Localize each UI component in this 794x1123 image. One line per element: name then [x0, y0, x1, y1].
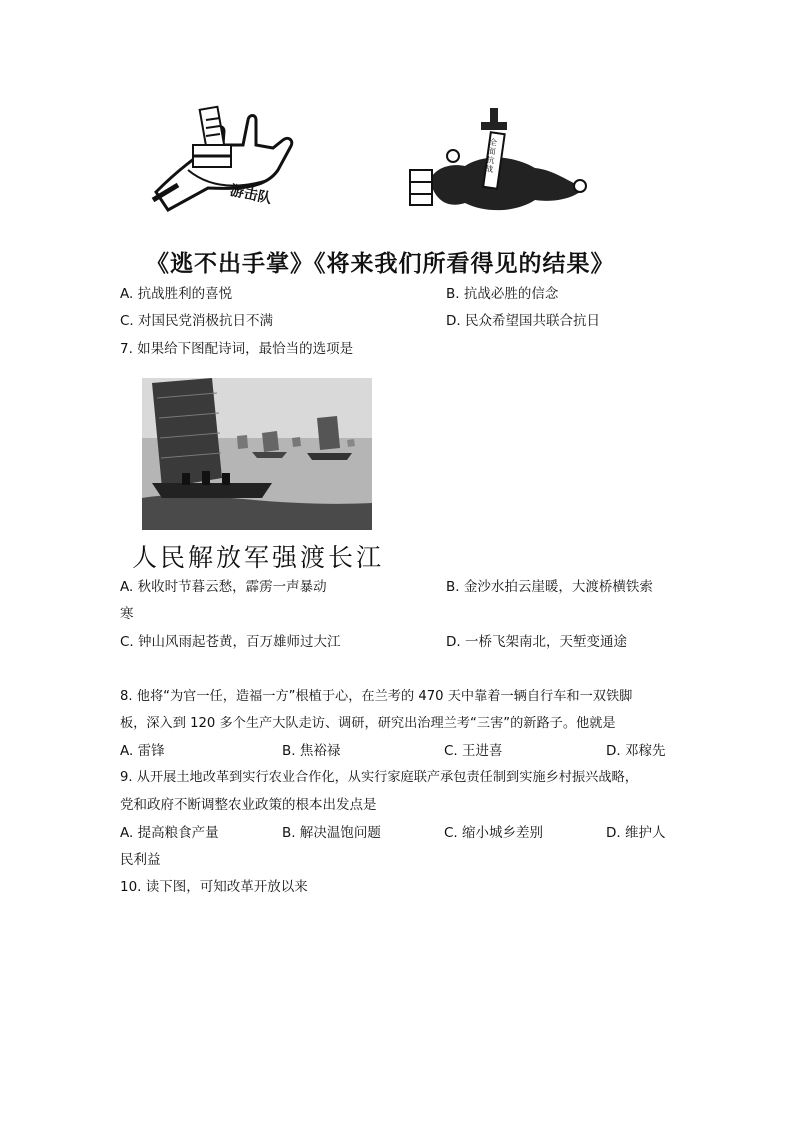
q7-option-a-cont: 寒	[120, 606, 134, 622]
q9-option-a: A. 提高粮食产量	[120, 825, 219, 841]
q9-option-c: C. 缩小城乡差别	[444, 825, 544, 841]
cartoon-hand	[148, 100, 313, 215]
q8-stem-line1: 8. 他将“为官一任，造福一方”根植于心，在兰考的 470 天中靠着一辆自行车和一双铁脚	[120, 689, 633, 704]
q7-option-d: D. 一桥飞架南北，天堑变通途	[446, 634, 627, 650]
photo-caption: 人民解放军强渡长江	[132, 543, 385, 572]
q7-option-c: C. 钟山风雨起苍黄，百万雄师过大江	[120, 634, 341, 650]
q9-stem-line1: 9. 从开展土地改革到实行农业合作化，从实行家庭联产承包责任制到实施乡村振兴战略，	[120, 770, 638, 785]
q6-option-d: D. 民众希望国共联合抗日	[446, 313, 600, 329]
cartoon-sword	[405, 108, 600, 218]
sword-label: 全面抗战	[484, 137, 498, 175]
q9-option-d: D. 维护人	[606, 825, 666, 841]
figure1-caption: 《逃不出手掌》《将来我们所看得见的结果》	[146, 250, 615, 277]
q8-option-d: D. 邓稼先	[606, 743, 666, 759]
q8-option-b: B. 焦裕禄	[282, 743, 341, 759]
q9-stem-line2: 党和政府不断调整农业政策的根本出发点是	[120, 797, 377, 813]
q8-stem-line2: 板，深入到 120 多个生产大队走访、调研，研究出治理兰考“三害”的新路子。他就是	[120, 716, 616, 731]
q6-option-c: C. 对国民党消极抗日不满	[120, 313, 274, 329]
q6-option-a: A. 抗战胜利的喜悦	[120, 286, 233, 302]
q10-stem: 10. 读下图，可知改革开放以来	[120, 879, 308, 895]
q7-option-b: B. 金沙水拍云崖暖，大渡桥横铁索	[446, 579, 653, 595]
q7-option-a: A. 秋收时节暮云愁，霹雳一声暴动	[120, 579, 327, 595]
q9-option-b: B. 解决温饱问题	[282, 825, 381, 841]
stamp-text: 游击队	[228, 182, 273, 208]
q7-stem: 7. 如果给下图配诗词，最恰当的选项是	[120, 341, 354, 357]
river-crossing-photo	[142, 378, 372, 530]
q6-option-b: B. 抗战必胜的信念	[446, 286, 559, 302]
q8-option-a: A. 雷锋	[120, 743, 165, 759]
q8-option-c: C. 王进喜	[444, 743, 503, 759]
q9-option-d-cont: 民利益	[120, 852, 161, 868]
